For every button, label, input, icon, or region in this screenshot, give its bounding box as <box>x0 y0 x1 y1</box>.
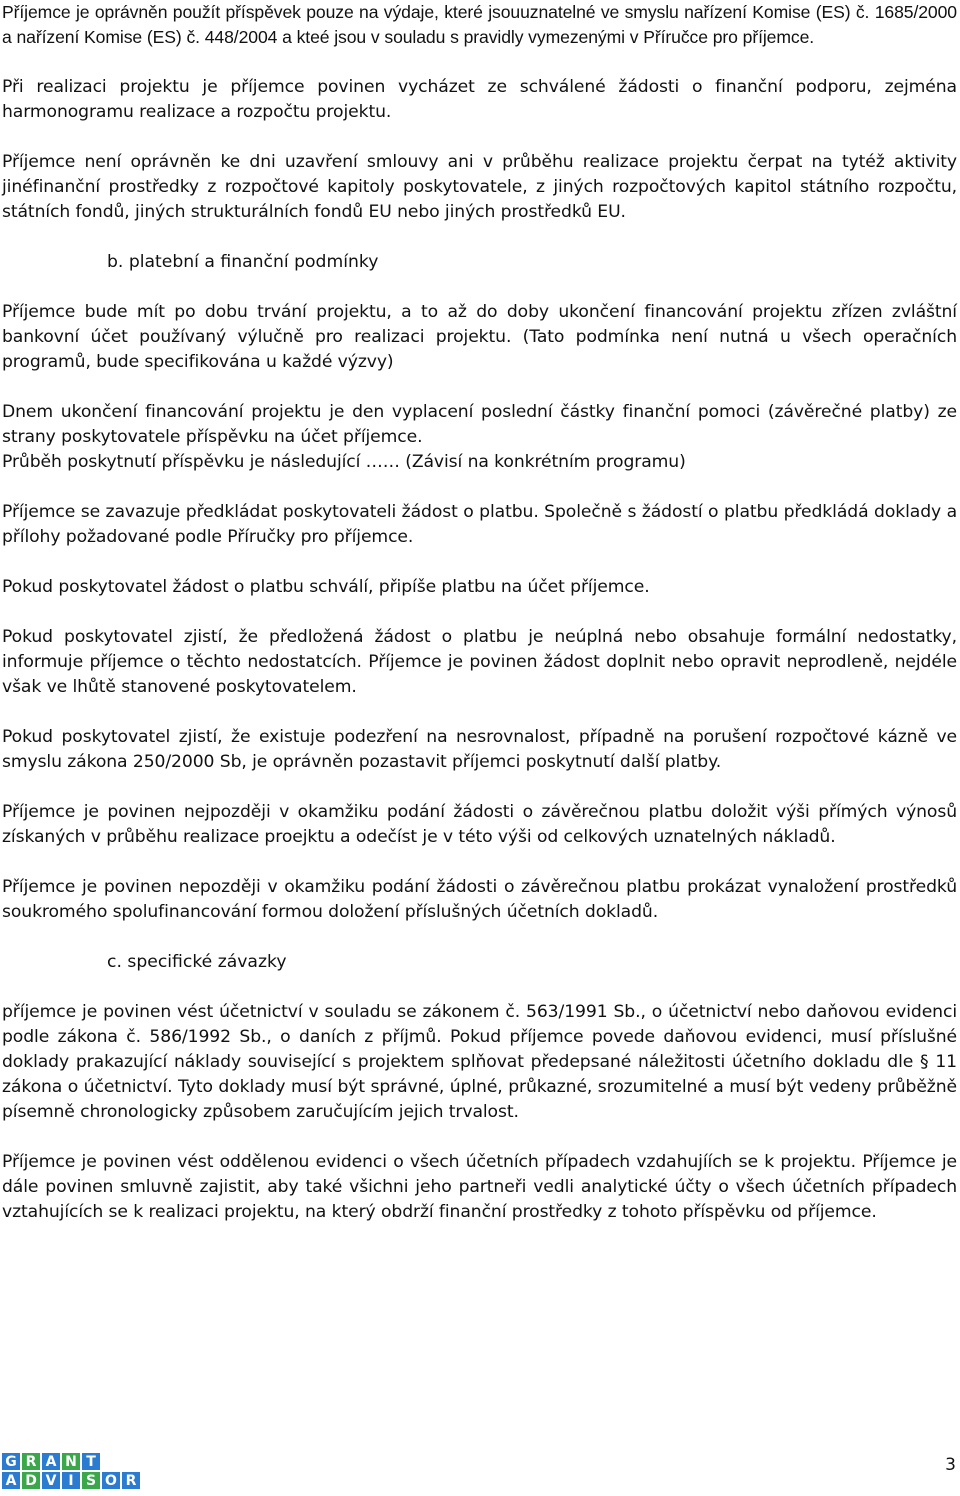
logo-letter-tile: O <box>102 1472 120 1489</box>
paragraph-accounting: příjemce je povinen vést účetnictví v souladu se zákonem č. 563/1991 Sb., o účetnictví nebo daňovou evidenci podle zákona č. 586/1992 Sb., o daních z příjmů. Pokud příjemce povede daňovou evidenci, musí příslušné doklady prakazující náklady související s projektem splňovat předepsané náležitosti účetního dokladu dle § 11 zákona o účetnictví. Tyto doklady musí být správné, úplné, průkazné, srozumitelné a musí být vedeny průběžně písemně chronologicky způsobem zaručujícím jejich trvalost. <box>2 1002 957 1122</box>
paragraph-payment-process: Průběh poskytnutí příspěvku je následující …… (Závisí na konkrétním programu) <box>2 452 686 472</box>
paragraph-bank-account: Příjemce bude mít po dobu trvání projektu, a to až do doby ukončení financování projektu zřízen zvláštní bankovní účet používaný výlučně pro realizaci projektu. (Tato podmínka není nutná u všech operačních programů, bude specifikována u každé výzvy) <box>2 302 957 372</box>
logo-letter-tile: A <box>2 1472 20 1489</box>
paragraph-irregularity: Pokud poskytovatel zjistí, že existuje podezření na nesrovnalost, případně na porušení rozpočtové kázně ve smyslu zákona 250/2000 Sb, je oprávněn pozastavit příjemci poskytnutí další platby. <box>2 727 957 772</box>
paragraph-incomplete-request: Pokud poskytovatel zjistí, že předložená žádost o platbu je neúplná nebo obsahuje formální nedostatky, informuje příjemce o těchto nedostatcích. Příjemce je povinen žádost doplnit nebo opravit neprodleně, nejdéle však ve lhůtě stanovené poskytovatelem. <box>2 627 957 697</box>
page-number: 3 <box>945 1455 956 1475</box>
logo-letter-tile: I <box>62 1472 80 1489</box>
paragraph-payment-approval: Pokud poskytovatel žádost o platbu schválí, připíše platbu na účet příjemce. <box>2 577 650 597</box>
logo-letter-tile: A <box>42 1453 60 1470</box>
logo-letter-tile: N <box>62 1453 80 1470</box>
logo-row-advisor <box>2 1472 142 1489</box>
paragraph-payment-request: Příjemce se zavazuje předkládat poskytovateli žádost o platbu. Společně s žádostí o platbu předkládá doklady a přílohy požadované podle Příručky pro příjemce. <box>2 502 957 547</box>
paragraph-direct-revenue: Příjemce je povinen nejpozději v okamžiku podání žádosti o závěrečnou platbu doložit výši přímých výnosů získaných v průběhu realizace proejktu a odečíst je v této výši od celkových uznatelných nákladů. <box>2 802 957 847</box>
paragraph-private-cofinancing: Příjemce je povinen nepozději v okamžiku podání žádosti o závěrečnou platbu prokázat vynaložení prostředků soukromého spolufinancování formou doložení příslušných účetních dokladů. <box>2 877 957 922</box>
section-heading-c: c. specifické závazky <box>107 952 287 972</box>
logo-letter-tile: R <box>122 1472 140 1489</box>
section-heading-b: b. platební a finanční podmínky <box>107 252 379 272</box>
logo-letter-tile: V <box>42 1472 60 1489</box>
logo-row-grant <box>2 1453 142 1470</box>
paragraph-no-other-funds: Příjemce není oprávněn ke dni uzavření smlouvy ani v průběhu realizace projektu čerpat na tytéž aktivity jinéfinanční prostředky z rozpočtové kapitoly poskytovatele, z jiných rozpočtových kapitol státního rozpočtu, státních fondů, jiných strukturálních fondů EU nebo jiných prostředků EU. <box>2 152 957 222</box>
grant-advisor-logo <box>2 1453 142 1493</box>
paragraph-eligible-expenses: Příjemce je oprávněn použít příspěvek pouze na výdaje, které jsouuznatelné ve smyslu nařízení Komise (ES) č. 1685/2000 a nařízení Komise (ES) č. 448/2004 a kteé jsou v souladu s pravidly vymezenými v Příručce pro příjemce. <box>2 2 957 47</box>
logo-letter-tile: S <box>82 1472 100 1489</box>
paragraph-project-realization: Při realizaci projektu je příjemce povinen vycházet ze schválené žádosti o finanční podporu, zejména harmonogramu realizace a rozpočtu projektu. <box>2 77 957 122</box>
logo-letter-tile: T <box>82 1453 100 1470</box>
paragraph-separate-records: Příjemce je povinen vést oddělenou evidenci o všech účetních případech vzdahujíích se k projektu. Příjemce je dále povinen smluvně zajistit, aby také všichni jeho partneři vedli analytické účty o všech účetních případech vztahujících se k realizaci projektu, na který obdrží finanční prostředky z tohoto příspěvku od příjemce. <box>2 1152 957 1222</box>
document-page <box>2 0 957 1225</box>
logo-letter-tile: G <box>2 1453 20 1470</box>
logo-letter-tile: D <box>22 1472 40 1489</box>
logo-letter-tile: R <box>22 1453 40 1470</box>
paragraph-end-of-financing: Dnem ukončení financování projektu je den vyplacení poslední částky finanční pomoci (závěrečné platby) ze strany poskytovatele příspěvku na účet příjemce. <box>2 402 957 447</box>
